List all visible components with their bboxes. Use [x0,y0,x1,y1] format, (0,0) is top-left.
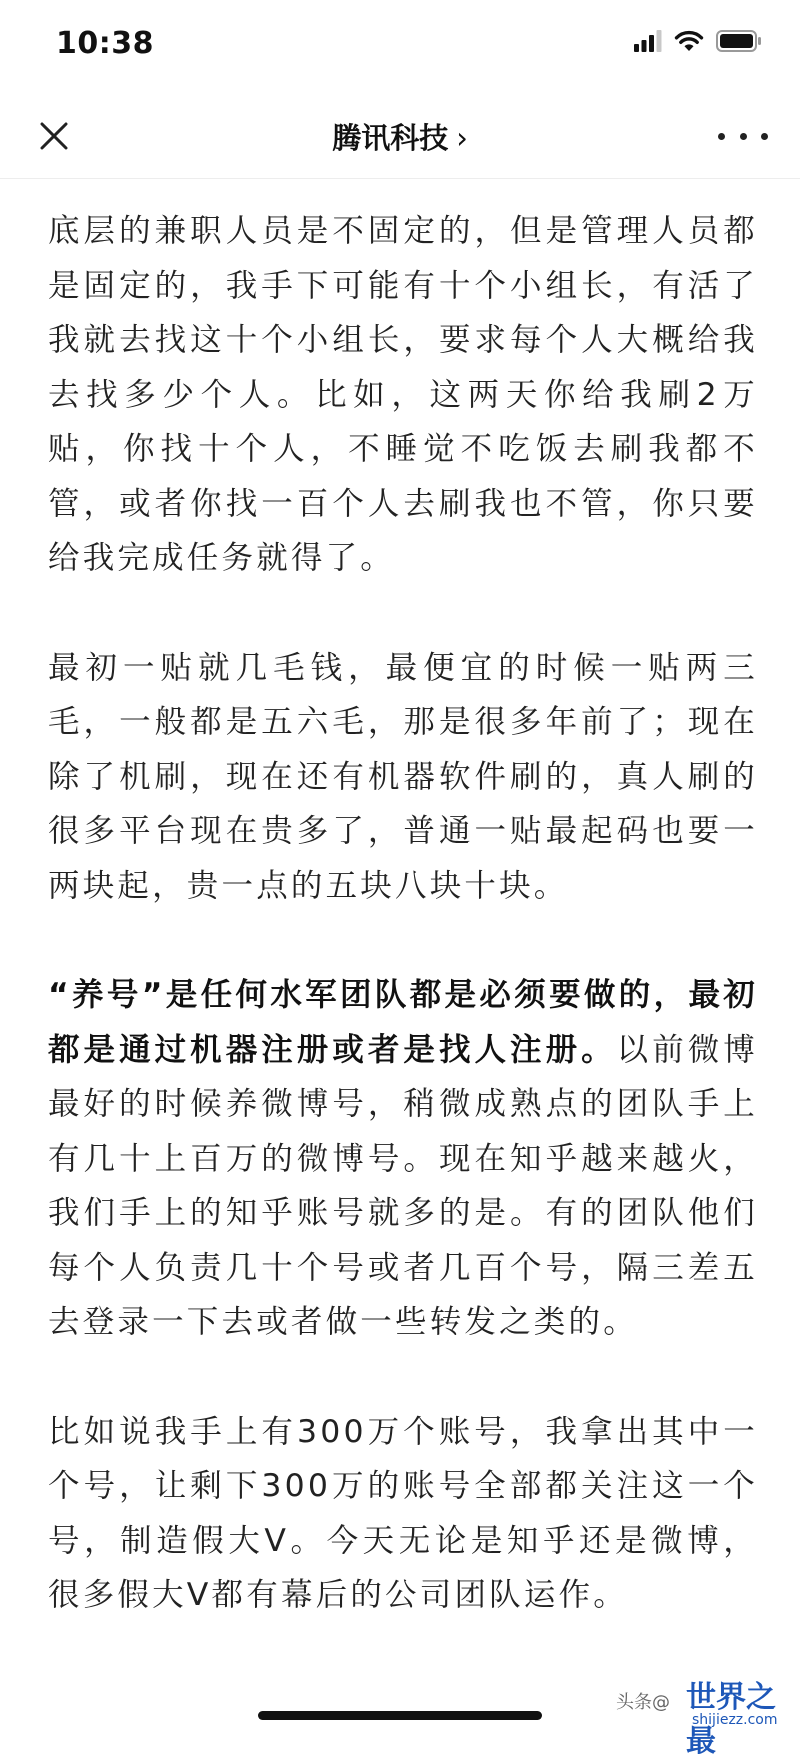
paragraph-text: 底层的兼职人员是不固定的，但是管理人员都是固定的，我手下可能有十个小组长，有活了我就去找这十个小组长，要求每个人大概给我去找多少个人。比如，这两天你给我刷2万贴，你找十个人，不睡觉不吃饭去刷我都不管，或者你找一百个人去刷我也不管，你只要给我完成任务就得了。 [48,213,758,576]
account-title-link[interactable] [0,116,800,157]
nav-bar [0,96,800,179]
article-paragraph [48,641,758,914]
wifi-icon [674,30,704,52]
status-bar [0,0,800,90]
account-name: 腾讯科技 [332,121,449,155]
watermark-domain: shijiezz.com [692,1712,778,1728]
chevron-right-icon: › [456,121,468,155]
paragraph-text: 比如说我手上有300万个账号，我拿出其中一个号，让剩下300万的账号全部都关注这一个号，制造假大V。今天无论是知乎还是微博，很多假大V都有幕后的公司团队运作。 [48,1413,758,1613]
watermark-logo: 世界之最 [686,1680,776,1759]
paragraph-bold-text: “养号”是任何水军团队都是必须要做的，最初都是通过机器注册或者是找人注册。 [48,977,758,1068]
home-indicator[interactable] [258,1711,542,1720]
battery-icon [716,30,762,52]
more-icon-dot [761,133,768,140]
signal-icon [634,30,662,52]
status-icons [634,30,762,52]
article-paragraph [48,204,758,586]
more-icon-dot [740,133,747,140]
article-paragraph [48,968,758,1350]
source-label: 头条@ [616,1692,670,1713]
more-button[interactable] [718,118,768,154]
paragraph-text: 最初一贴就几毛钱，最便宜的时候一贴两三毛，一般都是五六毛，那是很多年前了；现在除了机刷，现在还有机器软件刷的，真人刷的很多平台现在贵多了，普通一贴最起码也要一两块起，贵一点的五块八块十块。 [48,649,758,904]
status-time: 10:38 [56,26,154,61]
paragraph-text: 以前微博最好的时候养微博号，稍微成熟点的团队手上有几十上百万的微博号。现在知乎越来越火，我们手上的知乎账号就多的是。有的团队他们每个人负责几十个号或者几百个号，隔三差五去登录一下去或者做一些转发之类的。 [48,1031,758,1340]
article-paragraph [48,1405,758,1623]
more-icon-dot [718,133,725,140]
article-body [48,204,758,1623]
